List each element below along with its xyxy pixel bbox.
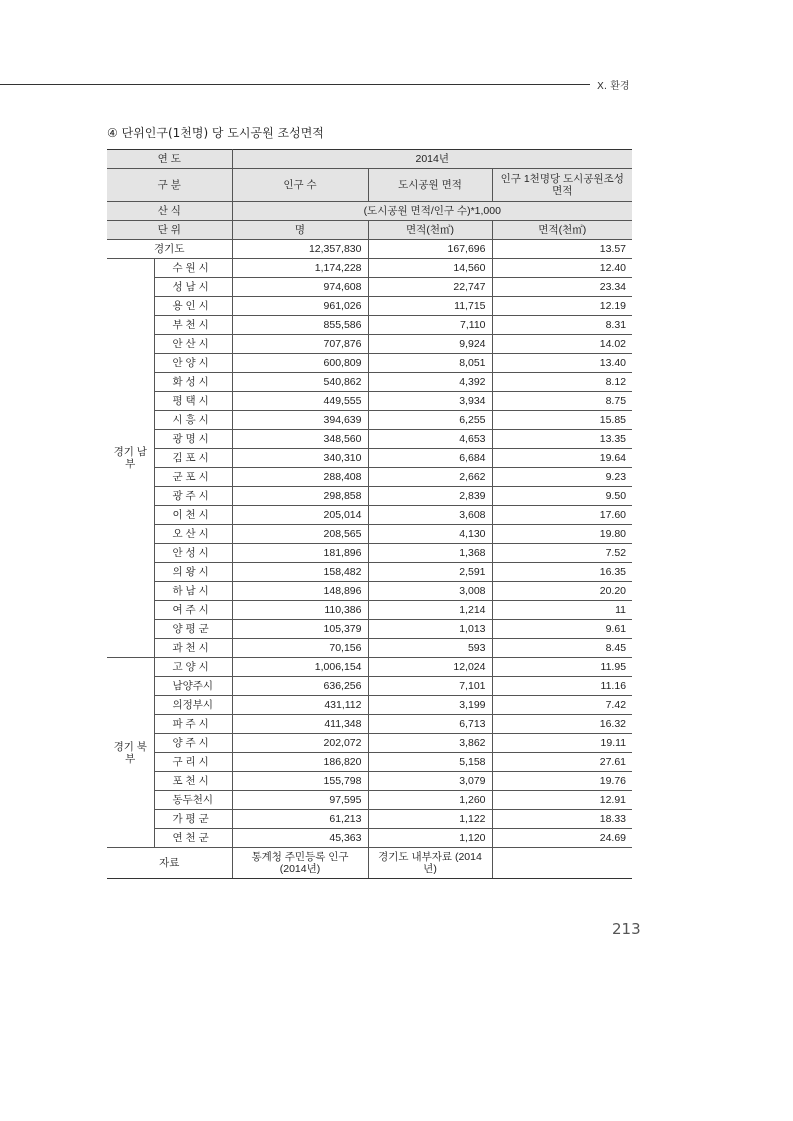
population-cell: 431,112 xyxy=(232,696,368,715)
south-region-group xyxy=(107,259,632,658)
park-area-cell: 6,684 xyxy=(368,449,492,468)
year-value: 2014년 xyxy=(232,150,632,169)
per-capita-cell: 7.52 xyxy=(492,544,632,563)
per-capita-cell: 23.34 xyxy=(492,278,632,297)
page-number: 213 xyxy=(612,920,641,938)
city-name: 용 인 시 xyxy=(154,297,232,316)
park-area-cell: 14,560 xyxy=(368,259,492,278)
per-capita-cell: 8.75 xyxy=(492,392,632,411)
per-capita-cell: 8.12 xyxy=(492,373,632,392)
urban-park-table xyxy=(107,149,632,879)
table-row xyxy=(107,316,632,335)
city-name: 광 주 시 xyxy=(154,487,232,506)
city-name: 안 산 시 xyxy=(154,335,232,354)
population-cell: 540,862 xyxy=(232,373,368,392)
table-row xyxy=(107,601,632,620)
park-area-cell: 1,260 xyxy=(368,791,492,810)
table-row xyxy=(107,373,632,392)
table-row xyxy=(107,487,632,506)
per-capita-cell: 13.40 xyxy=(492,354,632,373)
park-area-cell: 6,255 xyxy=(368,411,492,430)
table-row xyxy=(107,430,632,449)
table-row xyxy=(107,715,632,734)
unit-row xyxy=(107,221,632,240)
park-area-cell: 2,839 xyxy=(368,487,492,506)
city-name: 안 성 시 xyxy=(154,544,232,563)
city-name: 오 산 시 xyxy=(154,525,232,544)
unit-population: 명 xyxy=(232,221,368,240)
total-per-capita: 13.57 xyxy=(492,240,632,259)
population-cell: 181,896 xyxy=(232,544,368,563)
park-area-cell: 1,013 xyxy=(368,620,492,639)
year-label: 연 도 xyxy=(107,150,232,169)
city-name: 고 양 시 xyxy=(154,658,232,677)
city-name: 여 주 시 xyxy=(154,601,232,620)
park-area-cell: 3,862 xyxy=(368,734,492,753)
region-label: 경기 북부 xyxy=(107,658,154,848)
park-area-cell: 1,214 xyxy=(368,601,492,620)
per-capita-cell: 8.45 xyxy=(492,639,632,658)
year-row xyxy=(107,150,632,169)
per-capita-cell: 18.33 xyxy=(492,810,632,829)
city-name: 하 남 시 xyxy=(154,582,232,601)
per-capita-cell: 19.76 xyxy=(492,772,632,791)
header-rule xyxy=(0,84,590,85)
population-cell: 348,560 xyxy=(232,430,368,449)
north-region-group xyxy=(107,658,632,848)
table-row xyxy=(107,468,632,487)
per-capita-cell: 19.11 xyxy=(492,734,632,753)
park-area-cell: 2,662 xyxy=(368,468,492,487)
city-name: 구 리 시 xyxy=(154,753,232,772)
city-name: 김 포 시 xyxy=(154,449,232,468)
source-park-area: 경기도 내부자료 (2014년) xyxy=(368,848,492,879)
park-area-cell: 4,130 xyxy=(368,525,492,544)
population-cell: 158,482 xyxy=(232,563,368,582)
table-row xyxy=(107,278,632,297)
per-capita-cell: 14.02 xyxy=(492,335,632,354)
per-capita-cell: 19.64 xyxy=(492,449,632,468)
unit-per-capita: 면적(천㎡) xyxy=(492,221,632,240)
table-row xyxy=(107,734,632,753)
city-name: 수 원 시 xyxy=(154,259,232,278)
city-name: 동두천시 xyxy=(154,791,232,810)
per-capita-cell: 7.42 xyxy=(492,696,632,715)
city-name: 이 천 시 xyxy=(154,506,232,525)
col-per-capita-header: 인구 1천명당 도시공원조성면적 xyxy=(492,169,632,202)
table-row xyxy=(107,354,632,373)
population-cell: 974,608 xyxy=(232,278,368,297)
city-name: 의 왕 시 xyxy=(154,563,232,582)
park-area-cell: 1,368 xyxy=(368,544,492,563)
park-area-cell: 7,110 xyxy=(368,316,492,335)
table-row xyxy=(107,544,632,563)
table-row xyxy=(107,772,632,791)
per-capita-cell: 12.40 xyxy=(492,259,632,278)
population-cell: 61,213 xyxy=(232,810,368,829)
table-row xyxy=(107,677,632,696)
population-cell: 1,174,228 xyxy=(232,259,368,278)
park-area-cell: 3,199 xyxy=(368,696,492,715)
per-capita-cell: 15.85 xyxy=(492,411,632,430)
formula-text: (도시공원 면적/인구 수)*1,000 xyxy=(232,202,632,221)
per-capita-cell: 20.20 xyxy=(492,582,632,601)
city-name: 시 흥 시 xyxy=(154,411,232,430)
per-capita-cell: 27.61 xyxy=(492,753,632,772)
park-area-cell: 3,608 xyxy=(368,506,492,525)
per-capita-cell: 12.19 xyxy=(492,297,632,316)
per-capita-cell: 9.61 xyxy=(492,620,632,639)
chapter-label: Ⅹ. 환경 xyxy=(597,81,630,92)
city-name: 광 명 시 xyxy=(154,430,232,449)
per-capita-cell: 8.31 xyxy=(492,316,632,335)
table-row xyxy=(107,620,632,639)
population-cell: 205,014 xyxy=(232,506,368,525)
table-row xyxy=(107,563,632,582)
city-name: 가 평 군 xyxy=(154,810,232,829)
source-per-capita xyxy=(492,848,632,879)
per-capita-cell: 12.91 xyxy=(492,791,632,810)
city-name: 양 평 군 xyxy=(154,620,232,639)
col-park-area-header: 도시공원 면적 xyxy=(368,169,492,202)
category-row xyxy=(107,169,632,202)
table-row xyxy=(107,810,632,829)
city-name: 부 천 시 xyxy=(154,316,232,335)
population-cell: 340,310 xyxy=(232,449,368,468)
park-area-cell: 8,051 xyxy=(368,354,492,373)
population-cell: 97,595 xyxy=(232,791,368,810)
per-capita-cell: 11 xyxy=(492,601,632,620)
city-name: 화 성 시 xyxy=(154,373,232,392)
per-capita-cell: 9.23 xyxy=(492,468,632,487)
table-row xyxy=(107,658,632,677)
population-cell: 600,809 xyxy=(232,354,368,373)
table-row xyxy=(107,753,632,772)
source-label: 자료 xyxy=(107,848,232,879)
population-cell: 961,026 xyxy=(232,297,368,316)
per-capita-cell: 24.69 xyxy=(492,829,632,848)
population-cell: 449,555 xyxy=(232,392,368,411)
population-cell: 636,256 xyxy=(232,677,368,696)
table-row xyxy=(107,582,632,601)
unit-label: 단 위 xyxy=(107,221,232,240)
formula-row xyxy=(107,202,632,221)
per-capita-cell: 16.32 xyxy=(492,715,632,734)
table-row xyxy=(107,392,632,411)
total-name: 경기도 xyxy=(107,240,232,259)
population-cell: 208,565 xyxy=(232,525,368,544)
city-name: 군 포 시 xyxy=(154,468,232,487)
population-cell: 707,876 xyxy=(232,335,368,354)
table-row xyxy=(107,506,632,525)
col-population-header: 인구 수 xyxy=(232,169,368,202)
table-row xyxy=(107,696,632,715)
population-cell: 105,379 xyxy=(232,620,368,639)
city-name: 평 택 시 xyxy=(154,392,232,411)
table-row xyxy=(107,259,632,278)
city-name: 의정부시 xyxy=(154,696,232,715)
region-label: 경기 남부 xyxy=(107,259,154,658)
city-name: 연 천 군 xyxy=(154,829,232,848)
per-capita-cell: 11.95 xyxy=(492,658,632,677)
park-area-cell: 1,122 xyxy=(368,810,492,829)
per-capita-cell: 17.60 xyxy=(492,506,632,525)
population-cell: 202,072 xyxy=(232,734,368,753)
source-row xyxy=(107,848,632,879)
category-label: 구 분 xyxy=(107,169,232,202)
park-area-cell: 22,747 xyxy=(368,278,492,297)
population-cell: 288,408 xyxy=(232,468,368,487)
table-row xyxy=(107,297,632,316)
park-area-cell: 9,924 xyxy=(368,335,492,354)
park-area-cell: 2,591 xyxy=(368,563,492,582)
park-area-cell: 3,008 xyxy=(368,582,492,601)
population-cell: 110,386 xyxy=(232,601,368,620)
population-cell: 394,639 xyxy=(232,411,368,430)
table-row xyxy=(107,639,632,658)
park-area-cell: 5,158 xyxy=(368,753,492,772)
table-row xyxy=(107,525,632,544)
park-area-cell: 593 xyxy=(368,639,492,658)
per-capita-cell: 11.16 xyxy=(492,677,632,696)
table-row xyxy=(107,791,632,810)
city-name: 남양주시 xyxy=(154,677,232,696)
city-name: 포 천 시 xyxy=(154,772,232,791)
total-population: 12,357,830 xyxy=(232,240,368,259)
table-row xyxy=(107,829,632,848)
population-cell: 155,798 xyxy=(232,772,368,791)
total-row xyxy=(107,240,632,259)
unit-park-area: 면적(천㎡) xyxy=(368,221,492,240)
park-area-cell: 11,715 xyxy=(368,297,492,316)
table-row xyxy=(107,411,632,430)
per-capita-cell: 19.80 xyxy=(492,525,632,544)
population-cell: 186,820 xyxy=(232,753,368,772)
city-name: 파 주 시 xyxy=(154,715,232,734)
park-area-cell: 3,934 xyxy=(368,392,492,411)
park-area-cell: 1,120 xyxy=(368,829,492,848)
population-cell: 70,156 xyxy=(232,639,368,658)
population-cell: 45,363 xyxy=(232,829,368,848)
city-name: 양 주 시 xyxy=(154,734,232,753)
city-name: 성 남 시 xyxy=(154,278,232,297)
population-cell: 298,858 xyxy=(232,487,368,506)
table-row xyxy=(107,335,632,354)
total-park-area: 167,696 xyxy=(368,240,492,259)
park-area-cell: 4,653 xyxy=(368,430,492,449)
population-cell: 148,896 xyxy=(232,582,368,601)
source-population: 통계청 주민등록 인구 (2014년) xyxy=(232,848,368,879)
population-cell: 1,006,154 xyxy=(232,658,368,677)
population-cell: 855,586 xyxy=(232,316,368,335)
city-name: 안 양 시 xyxy=(154,354,232,373)
city-name: 과 천 시 xyxy=(154,639,232,658)
per-capita-cell: 13.35 xyxy=(492,430,632,449)
population-cell: 411,348 xyxy=(232,715,368,734)
park-area-cell: 4,392 xyxy=(368,373,492,392)
section-title: ④ 단위인구(1천명) 당 도시공원 조성면적 xyxy=(107,126,324,140)
park-area-cell: 3,079 xyxy=(368,772,492,791)
per-capita-cell: 16.35 xyxy=(492,563,632,582)
table-row xyxy=(107,449,632,468)
per-capita-cell: 9.50 xyxy=(492,487,632,506)
park-area-cell: 12,024 xyxy=(368,658,492,677)
park-area-cell: 7,101 xyxy=(368,677,492,696)
formula-label: 산 식 xyxy=(107,202,232,221)
park-area-cell: 6,713 xyxy=(368,715,492,734)
